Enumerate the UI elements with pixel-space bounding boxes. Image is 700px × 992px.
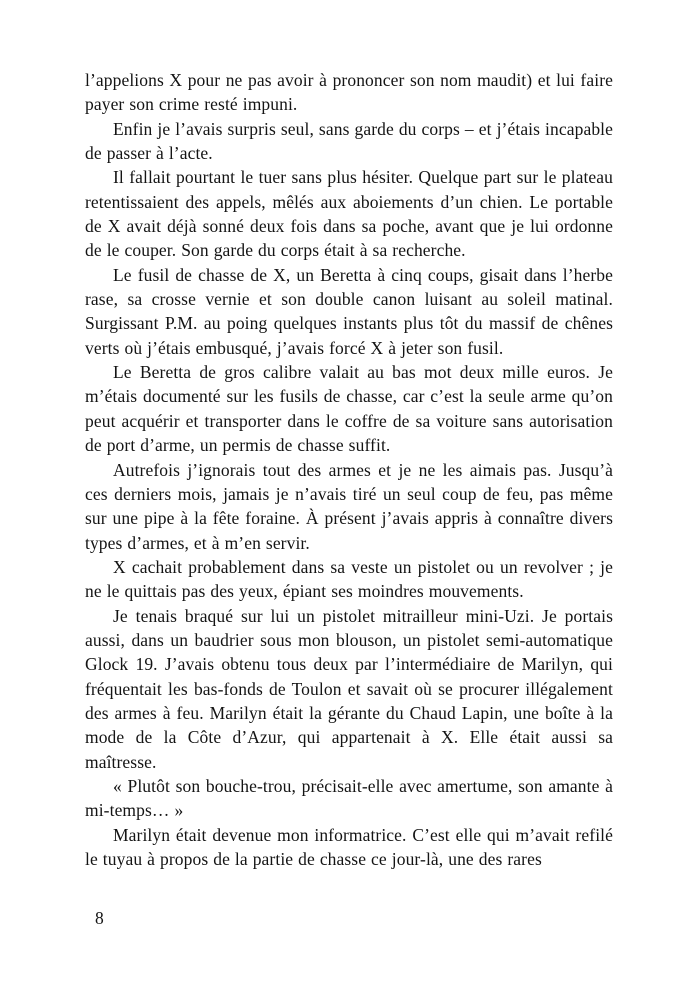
paragraph: Il fallait pourtant le tuer sans plus hésiter. Quelque part sur le plateau retentissaient des appels, mêlés aux aboiements d’un chien. Le portable de X avait déjà sonné deux fois dans sa poche, avant que je lui ordonne de le couper. Son garde du corps était à sa recherche. (85, 167, 613, 261)
paragraph: Marilyn était devenue mon informatrice. C’est elle qui m’avait refilé le tuyau à propos de la partie de chasse ce jour-là, une des rares (85, 824, 613, 869)
paragraph: Autrefois j’ignorais tout des armes et je ne les aimais pas. Jusqu’à ces derniers mois, jamais je n’avais tiré un seul coup de feu, pas même sur une pipe à la fête foraine. À présent j’avais appris à connaître divers types d’armes, et à m’en servir. (85, 459, 613, 553)
paragraph: X cachait probablement dans sa veste un pistolet ou un revolver ; je ne le quittais pas des yeux, épiant ses moindres mouvements. (85, 556, 613, 602)
paragraph: Enfin je l’avais surpris seul, sans garde du corps – et j’étais incapable de passer à l’acte. (85, 118, 613, 164)
page-number: 8 (95, 908, 104, 928)
text-block (85, 68, 613, 871)
paragraph: Je tenais braqué sur lui un pistolet mitrailleur mini-Uzi. Je portais aussi, dans un baudrier sous mon blouson, un pistolet semi-automatique Glock 19. J’avais obtenu tous deux par l’intermédiaire de Marilyn, qui fréquentait les bas-fonds de Toulon et savait où se procurer illégalement des armes à feu. Marilyn était la gérante du Chaud Lapin, une boîte à la mode de la Côte d’Azur, qui appartenait à X. Elle était aussi sa maîtresse. (85, 605, 613, 772)
paragraph: Le fusil de chasse de X, un Beretta à cinq coups, gisait dans l’herbe rase, sa crosse vernie et son double canon luisant au soleil matinal. Surgissant P.M. au poing quelques instants plus tôt du massif de chênes verts où j’étais embusqué, j’avais forcé X à jeter son fusil. (85, 264, 613, 358)
paragraph: « Plutôt son bouche-trou, précisait-elle avec amertume, son amante à mi-temps… » (85, 775, 613, 821)
paragraph: l’appelions X pour ne pas avoir à prononcer son nom maudit) et lui faire payer son crime resté impuni. (85, 70, 613, 115)
paragraph: Le Beretta de gros calibre valait au bas mot deux mille euros. Je m’étais documenté sur les fusils de chasse, car c’est la seule arme qu’on peut acquérir et transporter dans le coffre de sa voiture sans autorisation de port d’arme, un permis de chasse suffit. (85, 362, 613, 456)
